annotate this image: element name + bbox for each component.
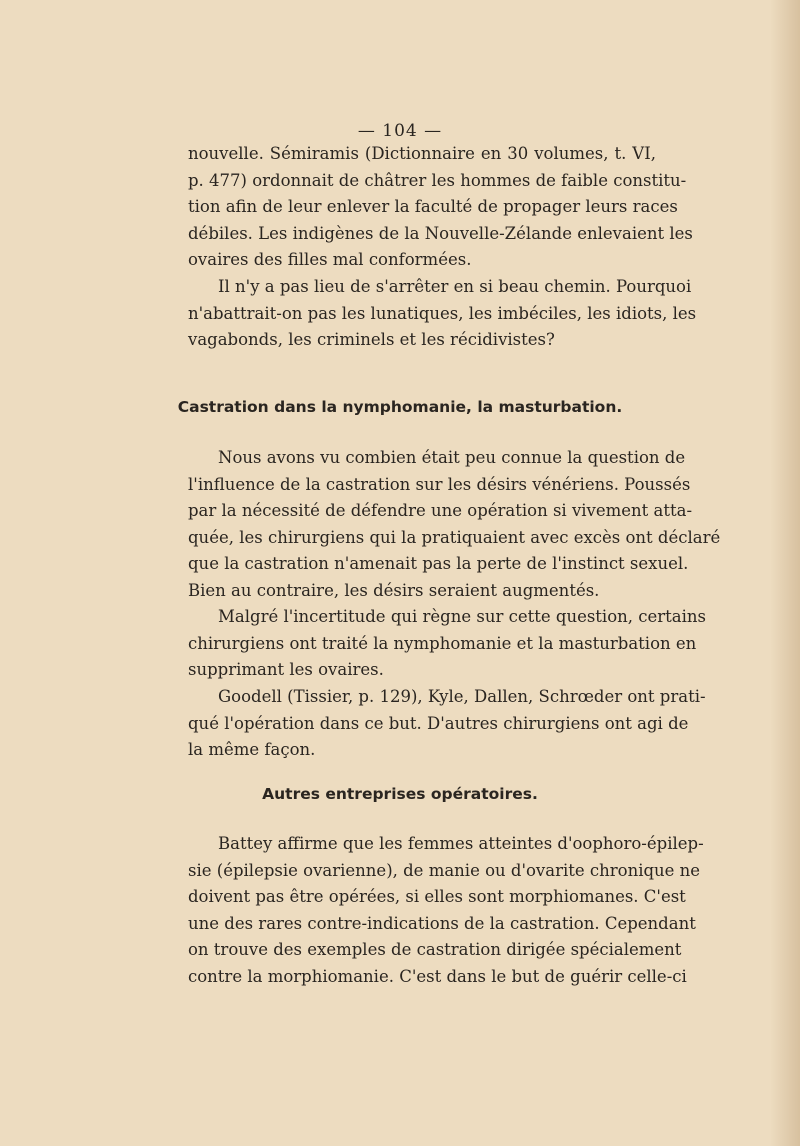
text-line: doivent pas être opérées, si elles sont morphiomanes. C'est <box>188 887 686 907</box>
paragraph-6 <box>188 831 704 991</box>
text-line: Bien au contraire, les désirs seraient augmentés. <box>188 580 600 600</box>
page-number: — 104 — <box>357 121 443 141</box>
paragraph-4 <box>188 604 706 684</box>
text-line: on trouve des exemples de castration dirigée spécialement <box>188 940 682 960</box>
text-line: par la nécessité de défendre une opération si vivement atta- <box>188 501 693 521</box>
text-line: débiles. Les indigènes de la Nouvelle-Zélande enlevaient les <box>188 223 693 243</box>
text-line: quée, les chirurgiens qui la pratiquaient avec excès ont déclaré <box>188 527 721 547</box>
section-heading: Autres entreprises opératoires. <box>262 785 538 803</box>
text-line: n'abattrait-on pas les lunatiques, les imbéciles, les idiots, les <box>188 303 697 323</box>
text-line: Goodell (Tissier, p. 129), Kyle, Dallen, Schrœder ont prati- <box>218 687 706 706</box>
text-line: supprimant les ovaires. <box>188 660 384 680</box>
text-line: Malgré l'incertitude qui règne sur cette question, certains <box>218 607 706 626</box>
text-line: qué l'opération dans ce but. D'autres chirurgiens ont agi de <box>188 713 689 733</box>
text-line: Nous avons vu combien était peu connue la question de <box>218 448 686 467</box>
text-line: que la castration n'amenait pas la perte de l'instinct sexuel. <box>188 554 689 574</box>
paragraph-1 <box>188 141 693 274</box>
paragraph-2 <box>188 274 697 354</box>
text-line: nouvelle. Sémiramis (Dictionnaire en 30 volumes, t. VI, <box>188 144 656 163</box>
text-line: l'influence de la castration sur les désirs vénériens. Poussés <box>188 474 691 494</box>
text-line: la même façon. <box>188 740 316 760</box>
text-line: contre la morphiomanie. C'est dans le but de guérir celle-ci <box>188 966 687 986</box>
text-line: tion afin de leur enlever la faculté de propager leurs races <box>188 197 678 217</box>
text-line: Il n'y a pas lieu de s'arrêter en si beau chemin. Pourquoi <box>218 277 692 296</box>
text-line: p. 477) ordonnait de châtrer les hommes de faible constitu- <box>188 170 687 190</box>
paragraph-5 <box>188 684 706 764</box>
paragraph-3 <box>188 445 721 605</box>
text-line: sie (épilepsie ovarienne), de manie ou d'ovarite chronique ne <box>188 860 701 880</box>
text-line: une des rares contre-indications de la castration. Cependant <box>188 913 696 933</box>
text-line: ovaires des filles mal conformées. <box>188 250 472 270</box>
text-line: vagabonds, les criminels et les récidivistes? <box>188 330 555 350</box>
text-line: chirurgiens ont traité la nymphomanie et la masturbation en <box>188 633 697 653</box>
text-line: Battey affirme que les femmes atteintes d'oophoro-épilep- <box>218 834 704 853</box>
section-heading: Castration dans la nymphomanie, la masturbation. <box>177 398 623 416</box>
